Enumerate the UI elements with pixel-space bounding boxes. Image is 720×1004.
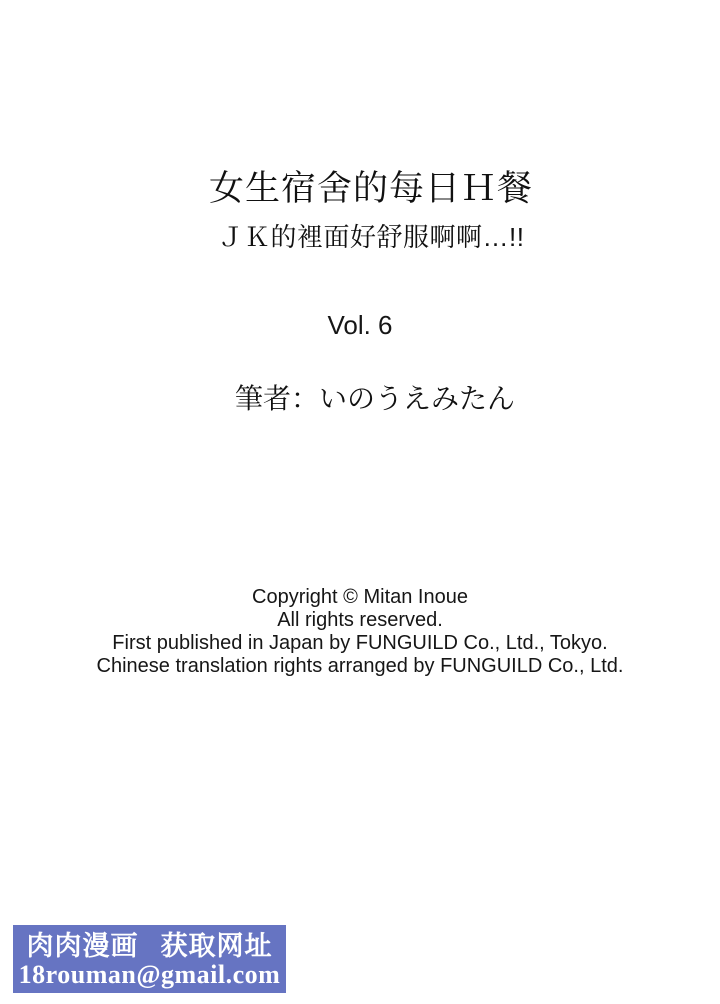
author-line: 筆者：いのうえみたん xyxy=(234,383,515,414)
watermark-email: 18rouman@gmail.com xyxy=(18,960,281,989)
watermark-site-label: 获取网址 xyxy=(160,931,273,961)
title-block xyxy=(11,168,720,252)
watermark-bar xyxy=(13,925,286,993)
copyright-line-translation: Chinese translation rights arranged by FUNGUILD Co., Ltd. xyxy=(96,655,624,677)
book-title: 女生宿舍的每日Ｈ餐 xyxy=(208,169,533,208)
copyright-line-publisher: First published in Japan by FUNGUILD Co., Ltd., Tokyo. xyxy=(112,632,608,654)
book-subtitle: ＪＫ的裡面好舒服啊啊…!! xyxy=(217,222,525,252)
copyright-line-rights: All rights reserved. xyxy=(277,609,443,631)
copyright-block xyxy=(0,586,720,678)
volume-label: Vol. 6 xyxy=(327,310,393,340)
watermark-site-name: 肉肉漫画 xyxy=(26,931,139,961)
watermark-site-line xyxy=(13,932,286,960)
copyright-line-holder: Copyright © Mitan Inoue xyxy=(252,586,468,608)
